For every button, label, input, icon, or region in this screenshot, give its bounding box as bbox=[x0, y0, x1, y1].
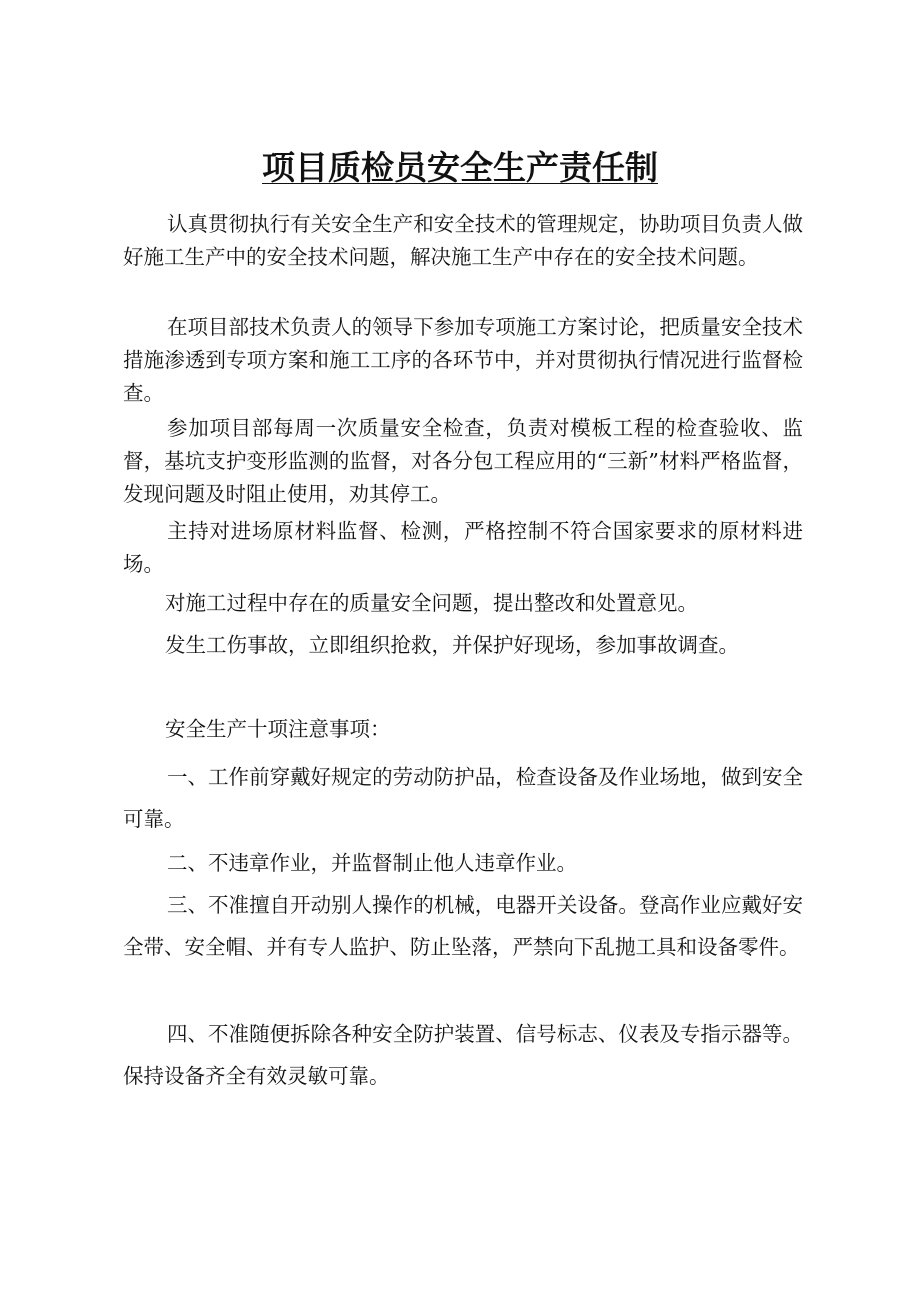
responsibility-paragraph-3: 参加项目部每周一次质量安全检查，负责对模板工程的检查验收、监督，基坑支护变形监测的监督，对各分包工程应用的“三新”材料严格监督，发现问题及时阻止使用，劝其停工。 bbox=[123, 416, 803, 506]
responsibility-paragraph-1: 认真贯彻执行有关安全生产和安全技术的管理规定，协助项目负责人做好施工生产中的安全技术问题，解决施工生产中存在的安全技术问题。 bbox=[123, 212, 803, 269]
responsibility-paragraph-4: 主持对进场原材料监督、检测，严格控制不符合国家要求的原材料进场。 bbox=[123, 519, 803, 576]
responsibility-paragraph-6: 发生工伤事故，立即组织抢救，并保护好现场，参加事故调查。 bbox=[165, 633, 739, 657]
safety-note-1: 一、工作前穿戴好规定的劳动防护品，检查设备及作业场地，做到安全可靠。 bbox=[123, 765, 803, 831]
document-title: 项目质检员安全生产责任制 bbox=[262, 148, 658, 188]
responsibility-paragraph-2: 在项目部技术负责人的领导下参加专项施工方案讨论，把质量安全技术措施渗透到专项方案和施工工序的各环节中，并对贯彻执行情况进行监督检查。 bbox=[123, 315, 803, 405]
responsibility-paragraph-5: 对施工过程中存在的质量安全问题，提出整改和处置意见。 bbox=[165, 591, 698, 615]
safety-note-2: 二、不违章作业，并监督制止他人违章作业。 bbox=[167, 851, 577, 875]
safety-notes-heading: 安全生产十项注意事项： bbox=[165, 717, 391, 741]
safety-note-4: 四、不准随便拆除各种安全防护装置、信号标志、仪表及专指示器等。保持设备齐全有效灵敏可靠。 bbox=[123, 1022, 803, 1088]
safety-note-3: 三、不准擅自开动别人操作的机械，电器开关设备。登高作业应戴好安全带、安全帽、并有专人监护、防止坠落，严禁向下乱抛工具和设备零件。 bbox=[123, 893, 803, 959]
